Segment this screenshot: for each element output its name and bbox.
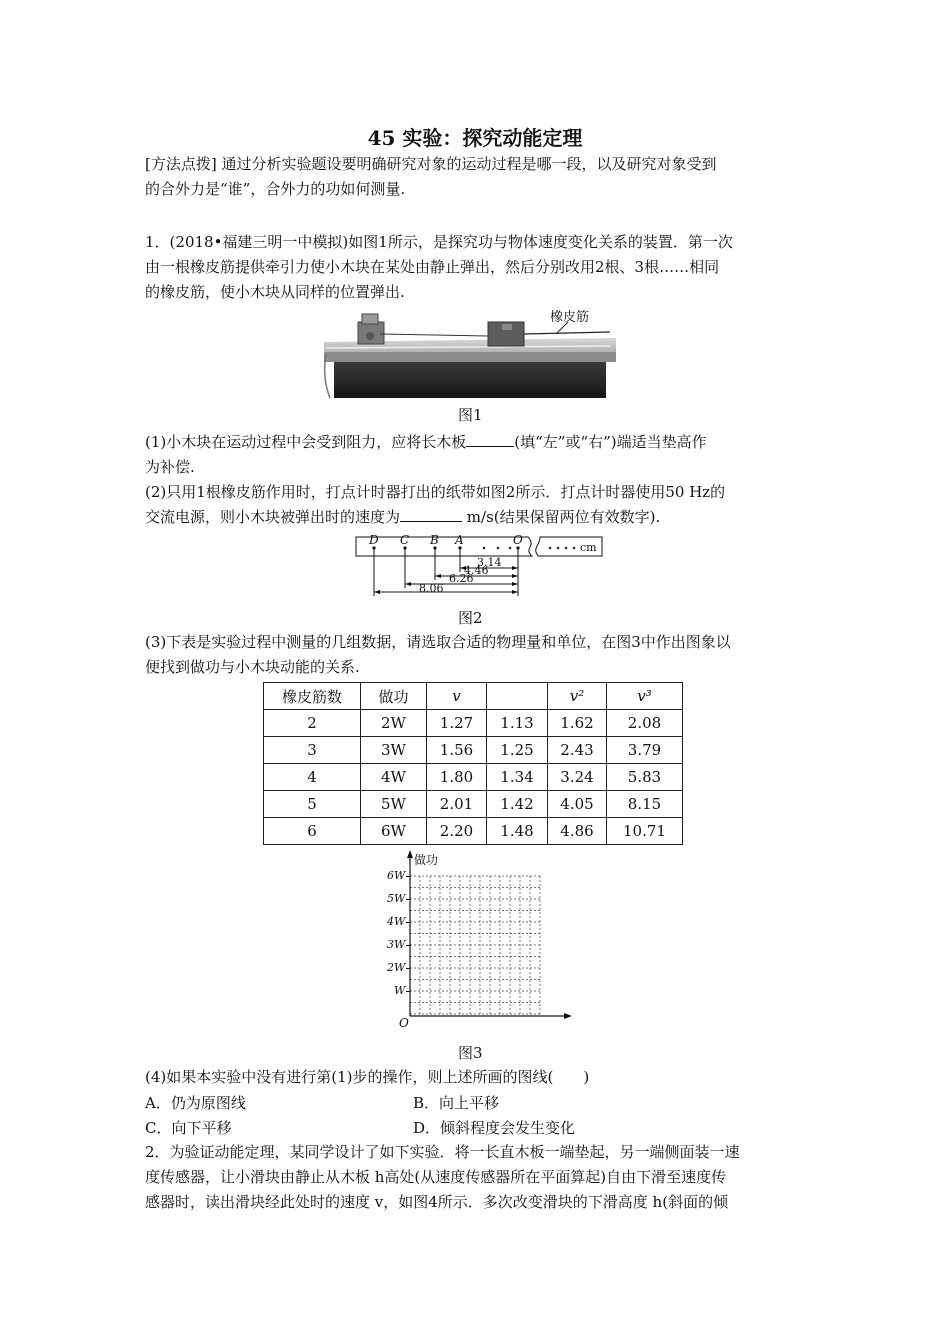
tape-point-d: D bbox=[369, 533, 379, 547]
origin-label: O bbox=[399, 1016, 409, 1030]
figure-3-caption: 图3 bbox=[458, 1044, 483, 1062]
table-row: 3 3W 1.56 1.25 2.43 3.79 bbox=[264, 737, 683, 764]
distance-od: 8.06 bbox=[419, 582, 444, 595]
method-tip-line-1: [方法点拨] 通过分析实验题设要明确研究对象的运动过程是哪一段，以及研究对象受到 bbox=[145, 155, 717, 173]
table-row: 2 2W 1.27 1.13 1.62 2.08 bbox=[264, 710, 683, 737]
option-b[interactable]: B．向上平移 bbox=[413, 1094, 500, 1112]
q1-stem-line-2: 由一根橡皮筋提供牵引力使小木块在某处由静止弹出，然后分别改用2根、3根……相同 bbox=[145, 258, 720, 276]
q1-part-1-line-2: 为补偿. bbox=[145, 458, 195, 476]
q1-part-2-line-1: (2)只用1根橡皮筋作用时，打点计时器打出的纸带如图2所示．打点计时器使用50 Hz的 bbox=[145, 483, 726, 501]
tape-point-c: C bbox=[400, 533, 410, 547]
table-row: 6 6W 2.20 1.48 4.86 10.71 bbox=[264, 818, 683, 845]
figure-1-caption: 图1 bbox=[458, 406, 483, 424]
y-tick-4w: 4W bbox=[387, 915, 406, 928]
table-row: 5 5W 2.01 1.42 4.05 8.15 bbox=[264, 791, 683, 818]
q1-part-3-line-2: 便找到做功与小木块动能的关系. bbox=[145, 658, 360, 676]
measurement-table bbox=[263, 682, 683, 845]
y-axis-label: 做功 bbox=[414, 853, 439, 867]
option-c[interactable]: C．向下平移 bbox=[145, 1119, 232, 1137]
tape-point-b: B bbox=[430, 533, 439, 547]
q1-part-2-line-2: 交流电源，则小木块被弹出时的速度为 m/s(结果保留两位有效数字). bbox=[145, 508, 661, 526]
distance-oc: 6.26 bbox=[449, 572, 474, 585]
q2-stem-line-2: 度传感器，让小滑块由静止从木板 h高处(从速度传感器所在平面算起)自由下滑至速度传 bbox=[145, 1168, 727, 1186]
y-tick-2w: 2W bbox=[387, 961, 406, 974]
option-d[interactable]: D．倾斜程度会发生变化 bbox=[413, 1119, 576, 1137]
header-v: v bbox=[427, 683, 487, 710]
tape-point-o: O bbox=[513, 533, 523, 547]
option-a[interactable]: A．仍为原图线 bbox=[145, 1094, 246, 1112]
header-v-squared: v² bbox=[548, 683, 607, 710]
q1-stem-line-3: 的橡皮筋，使小木块从同样的位置弹出. bbox=[145, 283, 405, 301]
q2-stem-line-1: 2．为验证动能定理，某同学设计了如下实验．将一长直木板一端垫起，另一端侧面装一速 bbox=[145, 1143, 740, 1161]
answer-blank-2[interactable] bbox=[400, 507, 462, 522]
distance-oa: 3.14 bbox=[477, 556, 502, 569]
q1-part-1-line-1: (1)小木块在运动过程中会受到阻力，应将长木板 (填“左”或“右”)端适当垫高作 bbox=[145, 433, 707, 451]
q2-stem-line-3: 感器时，读出滑块经此处时的速度 v，如图4所示．多次改变滑块的下滑高度 h(斜面的倾 bbox=[145, 1193, 729, 1211]
y-tick-6w: 6W bbox=[387, 869, 406, 882]
header-v-cubed: v³ bbox=[607, 683, 683, 710]
q1-part-4: (4)如果本实验中没有进行第(1)步的操作，则上述所画的图线( ) bbox=[145, 1068, 590, 1086]
blank-plot-grid bbox=[380, 848, 580, 1030]
page-title: 45 实验：探究动能定理 bbox=[367, 126, 583, 150]
table-header-row bbox=[264, 683, 683, 710]
method-tip-line-2: 的合外力是“谁”，合外力的功如何测量. bbox=[145, 180, 406, 198]
tape-point-a: A bbox=[455, 533, 464, 547]
tape-unit: cm bbox=[580, 541, 597, 554]
header-work: 做功 bbox=[361, 683, 427, 710]
table-row: 4 4W 1.80 1.34 3.24 5.83 bbox=[264, 764, 683, 791]
header-band-count: 橡皮筋数 bbox=[264, 683, 361, 710]
rubber-band-label: 橡皮筋 bbox=[550, 310, 590, 325]
y-tick-5w: 5W bbox=[387, 892, 406, 905]
q1-part-3-line-1: (3)下表是实验过程中测量的几组数据，请选取合适的物理量和单位，在图3中作出图象以 bbox=[145, 633, 731, 651]
header-blank bbox=[487, 683, 548, 710]
figure-2-caption: 图2 bbox=[458, 609, 483, 627]
answer-blank-1[interactable] bbox=[466, 432, 514, 447]
y-tick-3w: 3W bbox=[387, 938, 406, 951]
distance-ob: 4.46 bbox=[464, 564, 489, 577]
q1-stem-line-1: 1．(2018•福建三明一中模拟)如图1所示，是探究功与物体速度变化关系的装置．第一次 bbox=[145, 233, 733, 251]
y-tick-w: W bbox=[394, 984, 406, 997]
